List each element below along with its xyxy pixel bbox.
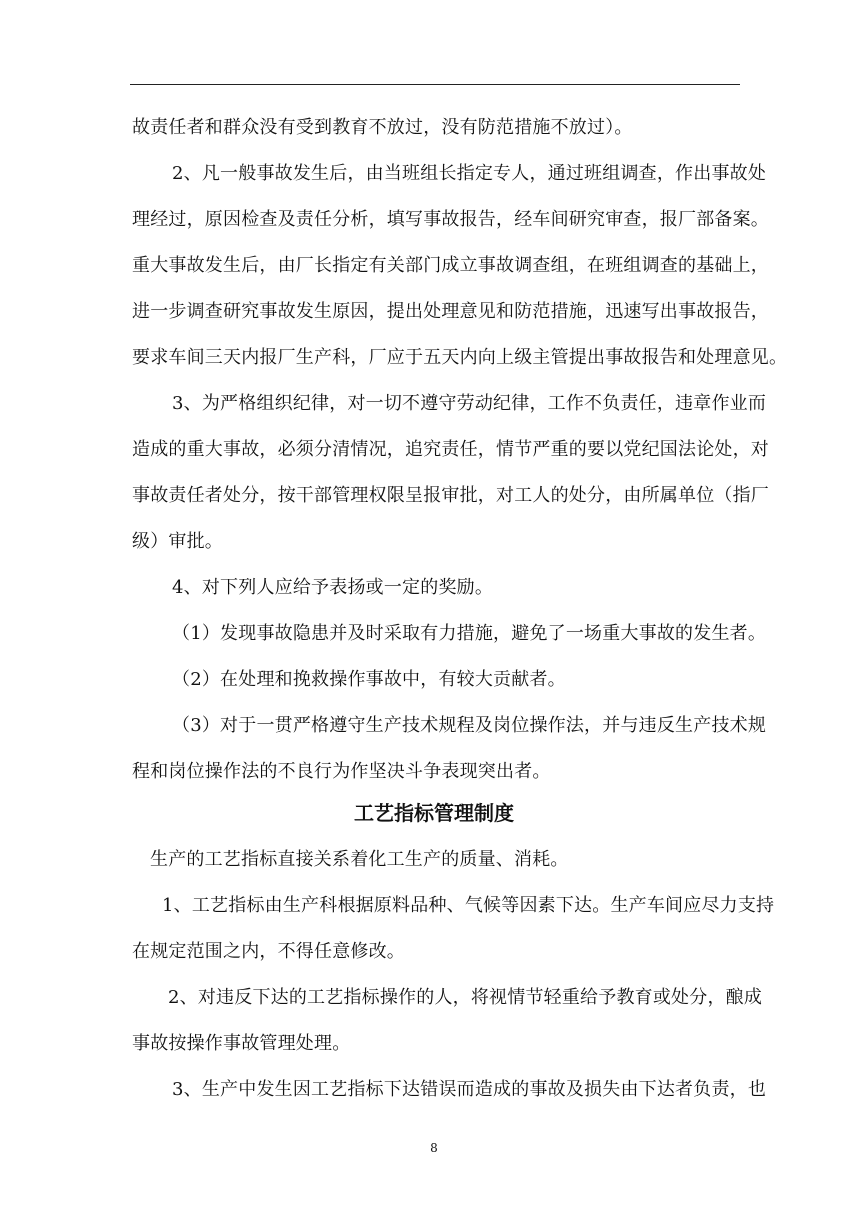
text-line: 3、为严格组织纪律，对一切不遵守劳动纪律，工作不负责任，违章作业而 [172, 393, 767, 414]
header-rule [130, 84, 740, 85]
text-line: 事故责任者处分，按干部管理权限呈报审批，对工人的处分，由所属单位（指厂 [132, 485, 769, 506]
section-heading: 工艺指标管理制度 [354, 801, 514, 825]
text-line: （2）在处理和挽救操作事故中，有较大贡献者。 [172, 669, 566, 690]
text-line: 生产的工艺指标直接关系着化工生产的质量、消耗。 [150, 849, 569, 870]
text-line: 理经过，原因检查及责任分析，填写事故报告，经车间研究审查，报厂部备案。 [132, 209, 769, 230]
text-line: 重大事故发生后，由厂长指定有关部门成立事故调查组，在班组调查的基础上， [132, 255, 769, 276]
text-line: 1、工艺指标由生产科根据原料品种、气候等因素下达。生产车间应尽力支持 [162, 895, 775, 916]
text-line: 4、对下列人应给予表扬或一定的奖励。 [172, 577, 494, 598]
text-line: 造成的重大事故，必须分清情况，追究责任，情节严重的要以党纪国法论处，对 [132, 439, 769, 460]
text-line: 要求车间三天内报厂生产科，厂应于五天内向上级主管提出事故报告和处理意见。 [132, 347, 788, 368]
text-line: 2、对违反下达的工艺指标操作的人，将视情节轻重给予教育或处分，酿成 [168, 987, 763, 1008]
text-line: 进一步调查研究事故发生原因，提出处理意见和防范措施，迅速写出事故报告， [132, 301, 769, 322]
text-line: 事故按操作事故管理处理。 [132, 1033, 351, 1054]
page-number: 8 [430, 1141, 438, 1155]
text-line: 2、凡一般事故发生后，由当班组长指定专人，通过班组调查，作出事故处 [172, 163, 767, 184]
text-line: 程和岗位操作法的不良行为作坚决斗争表现突出者。 [132, 761, 551, 782]
text-line: 在规定范围之内，不得任意修改。 [132, 941, 405, 962]
text-line: 故责任者和群众没有受到教育不放过，没有防范措施不放过）。 [132, 117, 633, 138]
text-line: （1）发现事故隐患并及时采取有力措施，避免了一场重大事故的发生者。 [172, 623, 767, 644]
text-line: 3、生产中发生因工艺指标下达错误而造成的事故及损失由下达者负责，也 [172, 1079, 767, 1100]
text-line: （3）对于一贯严格遵守生产技术规程及岗位操作法，并与违反生产技术规 [172, 715, 767, 736]
text-line: 级）审批。 [132, 531, 223, 552]
